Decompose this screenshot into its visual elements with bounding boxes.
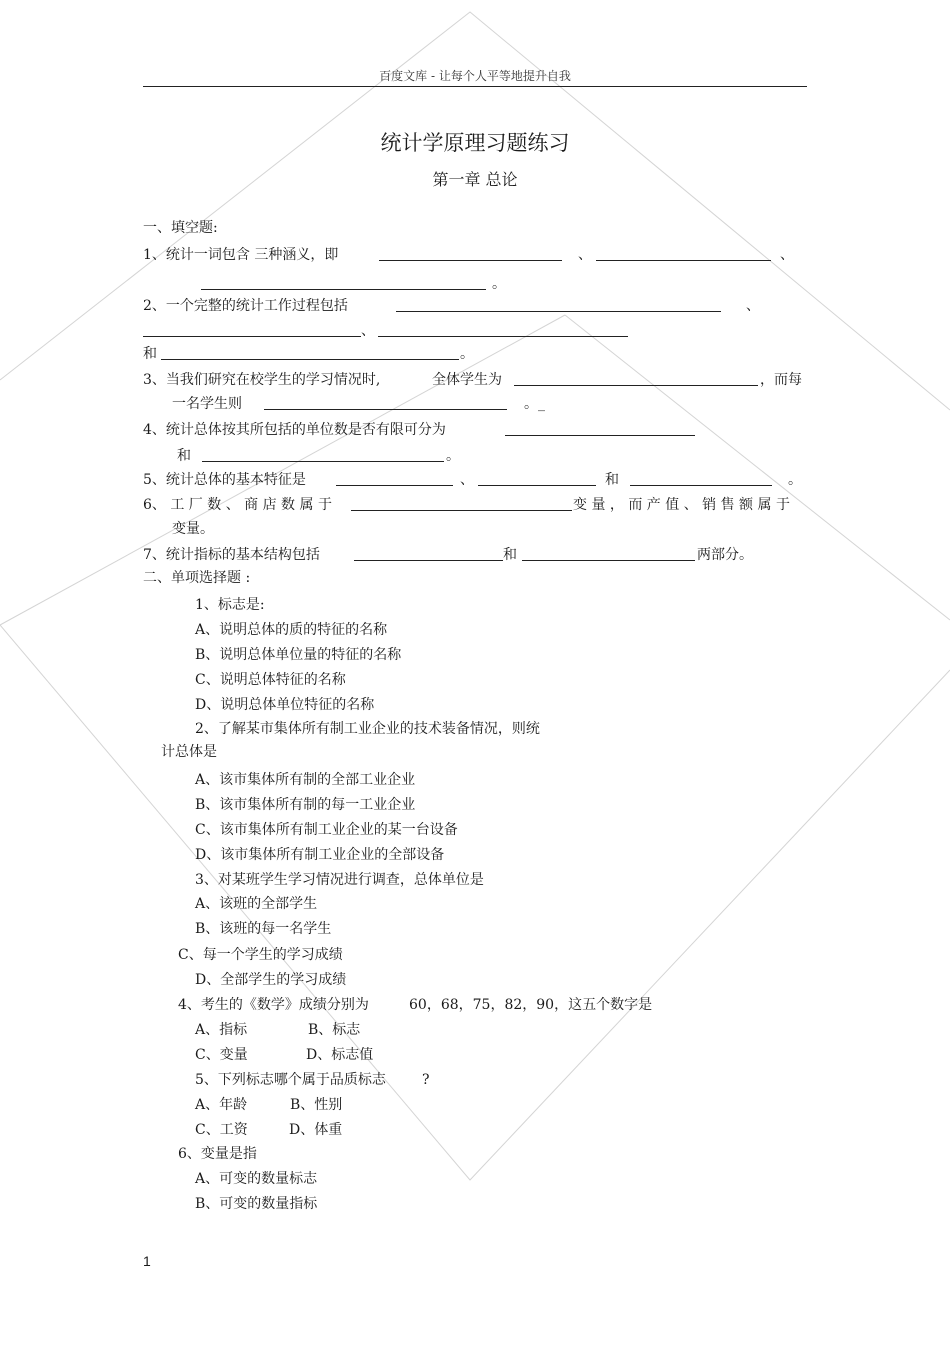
choice-3-option-c: C、每一个学生的学习成绩 xyxy=(178,947,343,963)
q2-and: 和 xyxy=(143,346,157,362)
q2-blank-4 xyxy=(161,345,459,365)
q5-sep: 、 xyxy=(460,472,474,488)
q5-blank-2 xyxy=(478,471,596,491)
q7-blank-2 xyxy=(522,546,695,566)
choice-6-option-b: B、可变的数量指标 xyxy=(195,1196,318,1212)
q4-blank-2 xyxy=(202,447,444,467)
q1-sep-2: 、 xyxy=(780,247,794,263)
question-5-text: 5、统计总体的基本特征是 xyxy=(143,472,306,488)
choice-3-option-d: D、全部学生的学习成绩 xyxy=(195,972,347,988)
choice-5-option-c: C、工资 xyxy=(195,1122,248,1138)
choice-3-question: 3、对某班学生学习情况进行调查，总体单位是 xyxy=(195,872,484,888)
choice-2-option-d: D、该市集体所有制工业企业的全部设备 xyxy=(195,847,445,863)
q3-blank-2 xyxy=(264,395,507,415)
q7-and: 和 xyxy=(503,547,517,563)
q3-text-3: ，而每 xyxy=(760,372,802,388)
q5-blank-3 xyxy=(630,471,772,491)
q2-blank-3 xyxy=(378,322,628,342)
q6-blank-1 xyxy=(351,496,572,516)
q1-sep-1: 、 xyxy=(578,247,592,263)
section-single-choice-heading: 二、单项选择题 : xyxy=(143,570,251,586)
choice-1-option-a: A、说明总体的质的特征的名称 xyxy=(195,622,388,638)
choice-1-option-d: D、说明总体单位特征的名称 xyxy=(195,697,375,713)
page-header: 百度文库 - 让每个人平等地提升自我 xyxy=(379,69,571,83)
q2-blank-2 xyxy=(143,322,361,342)
q1-blank-2 xyxy=(596,246,771,266)
q2-blank-1 xyxy=(396,297,721,317)
choice-4-option-d: D、标志值 xyxy=(306,1047,374,1063)
section-fill-blank-heading: 一、填空题: xyxy=(143,220,218,236)
chapter-title: 第一章 总论 xyxy=(432,170,518,189)
choice-3-option-b: B、该班的每一名学生 xyxy=(195,921,332,937)
document-title: 统计学原理习题练习 xyxy=(380,131,570,155)
choice-4-question-values: 60，68，75，82，90，这五个数字是 xyxy=(409,997,653,1013)
header-rule xyxy=(143,86,807,87)
page-number: 1 xyxy=(143,1253,151,1269)
choice-1-question: 1、标志是: xyxy=(195,597,265,613)
q1-blank-1 xyxy=(379,246,562,266)
choice-2-question-cont: 计总体是 xyxy=(161,744,217,760)
question-3-text: 3、当我们研究在校学生的学习情况时, xyxy=(143,372,381,388)
choice-4-option-b: B、标志 xyxy=(308,1022,361,1038)
q6-text-3: 变量。 xyxy=(172,521,214,537)
question-1-text: 1、统计一词包含 三种涵义，即 xyxy=(143,247,339,263)
q7-end: 两部分。 xyxy=(697,547,753,563)
q7-blank-1 xyxy=(354,546,503,566)
q5-end: 。 xyxy=(788,472,802,488)
choice-4-question: 4、考生的《数学》成绩分别为 xyxy=(178,997,369,1013)
q3-text-2: 全体学生为 xyxy=(432,372,502,388)
choice-4-option-a: A、指标 xyxy=(195,1022,248,1038)
choice-1-option-b: B、说明总体单位量的特征的名称 xyxy=(195,647,402,663)
choice-6-question: 6、变量是指 xyxy=(178,1146,257,1162)
choice-2-question: 2、了解某市集体所有制工业企业的技术装备情况，则统 xyxy=(195,721,540,737)
q6-text-2: 变 量 ， 而 产 值 、 销 售 额 属 于 xyxy=(573,497,790,513)
q3-end: 。_ xyxy=(524,396,545,412)
choice-2-option-a: A、该市集体所有制的全部工业企业 xyxy=(195,772,416,788)
q5-blank-1 xyxy=(336,471,453,491)
q2-sep-2: 、 xyxy=(361,323,375,339)
choice-5-question: 5、下列标志哪个属于品质标志 xyxy=(195,1072,386,1088)
choice-5-question-mark: ? xyxy=(422,1072,430,1088)
q4-and: 和 xyxy=(177,448,191,464)
question-6-text: 6、 工 厂 数 、 商 店 数 属 于 xyxy=(143,497,332,513)
q2-sep-1: 、 xyxy=(746,298,760,314)
q4-end: 。 xyxy=(446,448,460,464)
choice-1-option-c: C、说明总体特征的名称 xyxy=(195,672,346,688)
q3-text-4: 一名学生则 xyxy=(172,396,242,412)
choice-5-option-a: A、年龄 xyxy=(195,1097,248,1113)
choice-5-option-b: B、性别 xyxy=(290,1097,343,1113)
q4-blank-1 xyxy=(505,421,695,441)
q1-blank-3 xyxy=(201,275,486,295)
choice-5-option-d: D、体重 xyxy=(289,1122,343,1138)
choice-2-option-c: C、该市集体所有制工业企业的某一台设备 xyxy=(195,822,458,838)
choice-2-option-b: B、该市集体所有制的每一工业企业 xyxy=(195,797,416,813)
question-2-text: 2、一个完整的统计工作过程包括 xyxy=(143,298,348,314)
question-4-text: 4、统计总体按其所包括的单位数是否有限可分为 xyxy=(143,422,446,438)
choice-3-option-a: A、该班的全部学生 xyxy=(195,896,318,912)
choice-4-option-c: C、变量 xyxy=(195,1047,248,1063)
q2-end: 。 xyxy=(460,346,474,362)
q5-and: 和 xyxy=(605,472,619,488)
q1-end: 。 xyxy=(492,276,506,292)
choice-6-option-a: A、可变的数量标志 xyxy=(195,1171,318,1187)
q3-blank-1 xyxy=(514,371,758,391)
question-7-text: 7、统计指标的基本结构包括 xyxy=(143,547,320,563)
